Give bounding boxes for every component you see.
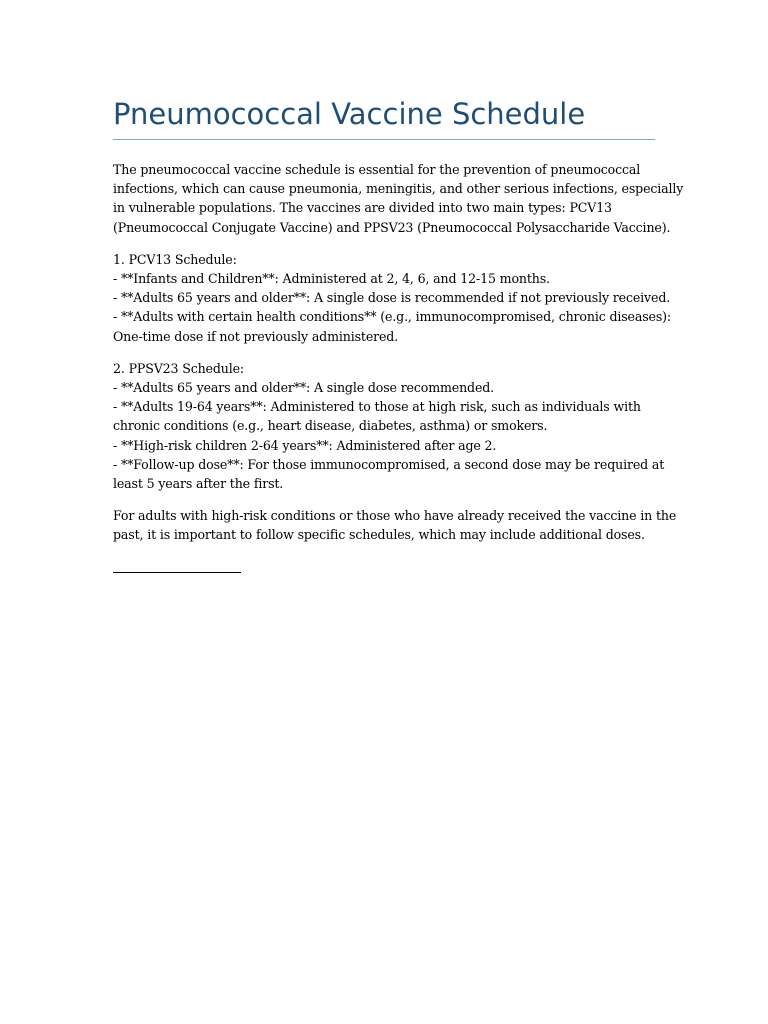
pcv13-item: - **Adults 65 years and older**: A single dose is recommended if not previously received. <box>113 290 671 306</box>
intro-line: (Pneumococcal Conjugate Vaccine) and PPSV23 (Pneumococcal Polysaccharide Vaccine). <box>113 219 671 235</box>
closing-line: For adults with high-risk conditions or those who have already received the vaccine in the <box>113 508 677 524</box>
pcv13-item: - **Infants and Children**: Administered at 2, 4, 6, and 12-15 months. <box>113 271 550 287</box>
ppsv23-heading: 2. PPSV23 Schedule: <box>113 360 245 376</box>
closing-line: past, it is important to follow specific schedules, which may include additional doses. <box>113 527 645 543</box>
intro-line: in vulnerable populations. The vaccines are divided into two main types: PCV13 <box>113 200 612 216</box>
ppsv23-item: chronic conditions (e.g., heart disease, diabetes, asthma) or smokers. <box>113 418 548 434</box>
document-title: Pneumococcal Vaccine Schedule <box>113 97 586 131</box>
ppsv23-item: - **Follow-up dose**: For those immunocompromised, a second dose may be required at <box>113 456 665 472</box>
ppsv23-item: - **High-risk children 2-64 years**: Administered after age 2. <box>113 437 497 453</box>
ppsv23-item: least 5 years after the first. <box>113 476 284 492</box>
footnote-separator <box>113 572 241 573</box>
ppsv23-item: - **Adults 65 years and older**: A single dose recommended. <box>113 380 495 396</box>
pcv13-item: - **Adults with certain health conditions** (e.g., immunocompromised, chronic diseases): <box>113 309 672 325</box>
intro-line: The pneumococcal vaccine schedule is essential for the prevention of pneumococcal <box>113 162 641 177</box>
ppsv23-item: - **Adults 19-64 years**: Administered to those at high risk, such as individuals with <box>113 399 641 415</box>
intro-line: infections, which can cause pneumonia, meningitis, and other serious infections, especially <box>113 181 684 197</box>
document-content <box>113 96 684 573</box>
pcv13-heading: 1. PCV13 Schedule: <box>113 251 237 267</box>
ppsv23-section <box>113 359 665 493</box>
title-underline <box>113 139 655 140</box>
pcv13-section <box>113 250 672 346</box>
intro-paragraph <box>113 160 684 237</box>
closing-paragraph <box>113 506 677 544</box>
pcv13-item: One-time dose if not previously administered. <box>113 328 399 344</box>
